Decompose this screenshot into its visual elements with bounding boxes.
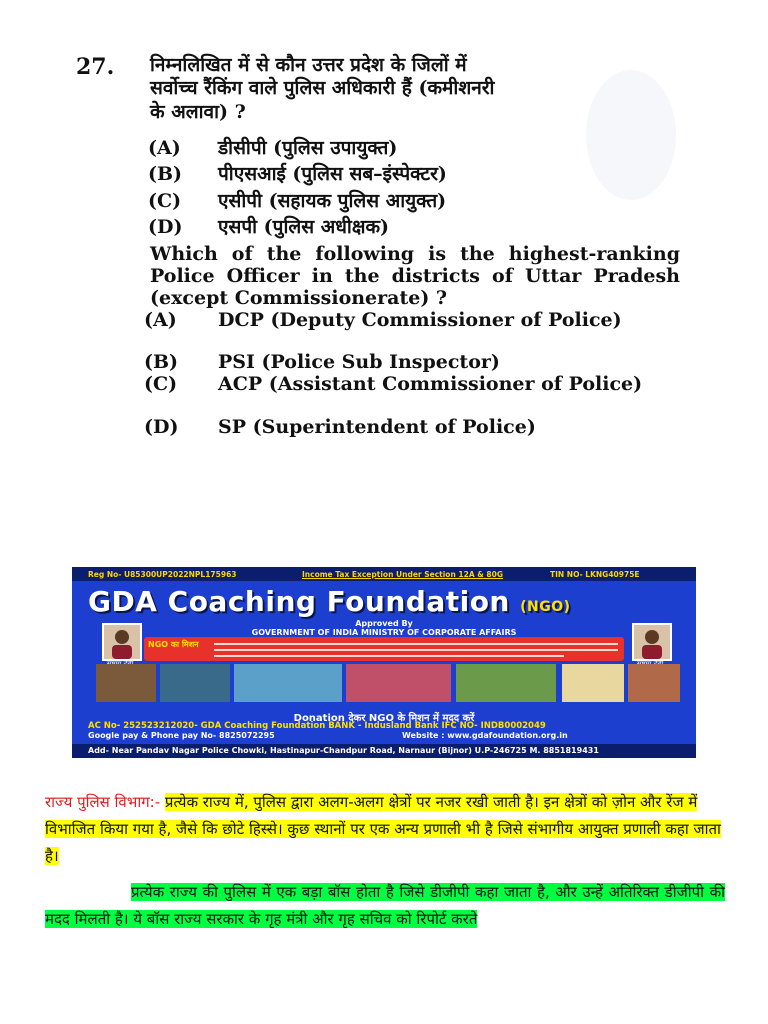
mission-strip	[144, 637, 624, 661]
option-label: (B)	[144, 351, 179, 373]
approved-block	[72, 619, 696, 637]
english-option-a	[144, 310, 674, 331]
tin-number: TIN NO- LKNG40975E	[550, 570, 640, 579]
tax-exception: Income Tax Exception Under Section 12A & 80G	[302, 570, 504, 579]
payment-info: Google pay & Phone pay No- 8825072295	[88, 731, 275, 740]
option-text: पीएसआई (पुलिस सब–इंस्पेक्टर)	[218, 163, 447, 185]
photo-building	[234, 664, 342, 702]
option-text: SP (Superintendent of Police)	[218, 416, 536, 438]
avatar	[102, 623, 142, 661]
question-hindi-line-2: सर्वोच्च रैंकिंग वाले पुलिस अधिकारी हैं (कमीशनरी	[150, 77, 495, 99]
english-option-c	[144, 374, 674, 395]
photo-poster	[562, 664, 624, 702]
english-option-d	[144, 417, 674, 438]
avatar	[632, 623, 672, 661]
account-info: AC No- 252523212020- GDA Coaching Foundation BANK - Indusland Bank IFC NO- INDB0002049	[88, 721, 546, 731]
photo-crowd	[346, 664, 451, 702]
option-label: (D)	[148, 216, 183, 238]
address: Add- Near Pandav Nagar Police Chowki, Hastinapur-Chandpur Road, Narnaur (Bijnor) U.P-246725 M. 8851819431	[88, 746, 599, 755]
donation-text: Donation देकर NGO के मिशन में मदद करें	[293, 713, 475, 724]
option-text: एसीपी (सहायक पुलिस आयुक्त)	[218, 190, 447, 212]
ngo-tag: (NGO)	[520, 599, 571, 615]
photo-students	[456, 664, 556, 702]
address-strip	[72, 744, 696, 758]
paragraph-state-police	[45, 789, 725, 870]
ministry: GOVERNMENT OF INDIA MINISTRY OF CORPORATE AFFAIRS	[251, 628, 517, 637]
question-hindi-line-1: निम्नलिखित में से कौन उत्तर प्रदेश के जिलों में	[150, 54, 467, 76]
option-text: डीसीपी (पुलिस उपायुक्त)	[218, 137, 398, 159]
mission-line	[214, 655, 564, 657]
photo-event	[160, 664, 230, 702]
banner-top-strip	[72, 567, 696, 581]
question-number: 27.	[76, 54, 115, 80]
reg-number: Reg No- U85300UP2022NPL175963	[88, 570, 237, 579]
question-image	[64, 40, 694, 440]
paragraph-text: प्रत्येक राज्य में, पुलिस द्वारा अलग-अलग क्षेत्रों पर नजर रखी जाती है। इन क्षेत्रों को ज़ोन और रेंज में विभाजित किया गया है, जैसे कि छोटे हिस्से। कुछ स्थानों पर एक अन्य प्रणाली भी है जिसे संभागीय आयुक्त प्रणाली कहा जाता है।	[45, 793, 721, 865]
section-heading: राज्य पुलिस विभाग:-	[45, 793, 161, 811]
hindi-option-a	[148, 137, 397, 160]
hindi-option-b	[148, 163, 447, 186]
option-text: ACP (Assistant Commissioner of Police)	[218, 373, 643, 395]
paragraph-text: प्रत्येक राज्य की पुलिस में एक बड़ा बॉस होता है जिसे डीजीपी कहा जाता है, और उन्हें अतिरिक्त डीजीपी की मदद मिलती है। ये बॉस राज्य सरकार के गृह मंत्री और गृह सचिव को रिपोर्ट करते	[45, 883, 725, 928]
option-label: (C)	[148, 190, 182, 212]
banner-title-text: GDA Coaching Foundation	[88, 585, 510, 618]
question-hindi-line-3: के अलावा) ?	[150, 101, 246, 123]
option-label: (A)	[144, 309, 177, 331]
option-label: (D)	[144, 416, 179, 438]
photo-children	[628, 664, 680, 702]
photo-strip	[96, 664, 680, 702]
photo-classroom	[96, 664, 156, 702]
hindi-option-c	[148, 190, 446, 213]
approved-by: Approved By	[355, 619, 413, 628]
option-text: PSI (Police Sub Inspector)	[218, 351, 500, 373]
gda-banner	[72, 567, 696, 758]
option-text: DCP (Deputy Commissioner of Police)	[218, 309, 622, 331]
banner-title	[88, 585, 571, 618]
mission-line	[214, 643, 618, 645]
website[interactable]: Website : www.gdafoundation.org.in	[402, 731, 568, 740]
hindi-option-d	[148, 216, 389, 239]
option-label: (C)	[144, 373, 178, 395]
question-english: Which of the following is the highest-ranking Police Officer in the districts of Uttar Pradesh (except Commissionerate) ?	[150, 243, 680, 309]
option-label: (B)	[148, 163, 183, 185]
english-option-b	[144, 352, 674, 373]
mission-line	[214, 649, 618, 651]
option-text: एसपी (पुलिस अधीक्षक)	[218, 216, 390, 238]
mission-label: NGO का मिशन	[148, 640, 199, 649]
paragraph-dgp	[45, 879, 725, 933]
option-label: (A)	[148, 137, 181, 159]
